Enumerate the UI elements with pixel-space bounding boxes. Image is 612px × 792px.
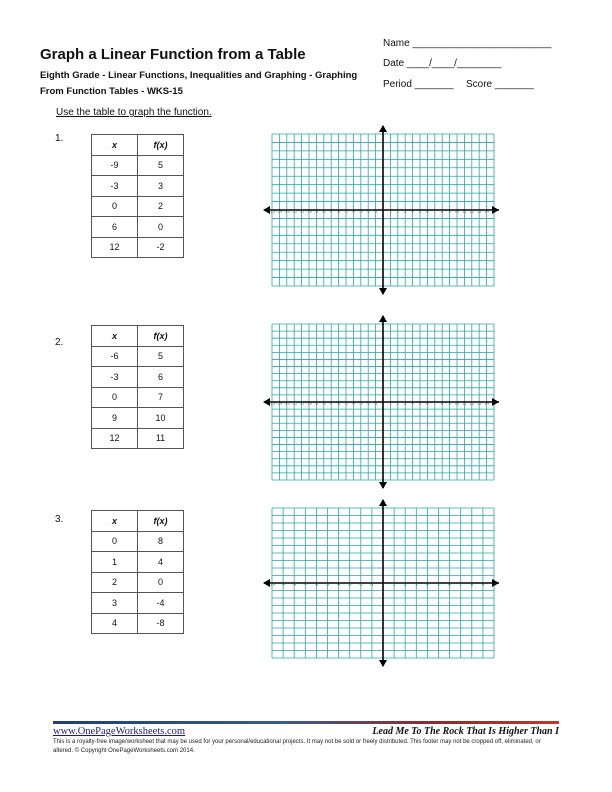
footer-divider: [53, 721, 559, 724]
x-tick-label: 2: [396, 208, 400, 214]
x-tick-label: 13: [476, 208, 482, 214]
x-tick-label: -6: [336, 208, 341, 214]
x-tick-label: 4: [411, 208, 414, 214]
x-tick-label: 15: [491, 208, 497, 214]
x-tick-label: -10: [305, 208, 313, 214]
x-tick-label: -9: [314, 400, 319, 406]
table-row: 1 4: [92, 552, 184, 573]
coordinate-grid[interactable]: [262, 124, 500, 296]
x-tick-label: -10: [268, 581, 276, 587]
x-tick-label: -8: [321, 400, 326, 406]
x-tick-label: -12: [291, 400, 298, 406]
score-field: Score _______: [466, 79, 534, 90]
axis-arrowhead: [379, 660, 387, 667]
table-row: 12 11: [92, 428, 184, 449]
x-tick-label: 8: [440, 208, 444, 214]
x-tick-label: -3: [358, 208, 363, 214]
table-row: 0 8: [92, 531, 184, 552]
x-tick-label: -1: [373, 208, 378, 214]
x-tick-label: 13: [476, 400, 482, 406]
table-row: 2 0: [92, 572, 184, 593]
instruction-text: Use the table to graph the function.: [56, 107, 212, 118]
x-tick-label: -9: [314, 208, 319, 214]
x-tick-label: -3: [358, 400, 363, 406]
x-tick-label: -13: [283, 208, 290, 214]
x-tick-label: -4: [336, 581, 341, 587]
x-tick-label: 9: [448, 400, 451, 406]
x-tick-label: 5: [437, 581, 440, 587]
x-tick-label: 6: [426, 208, 429, 214]
x-tick-label: -9: [281, 581, 285, 587]
x-tick-label: -13: [283, 400, 290, 406]
x-tick-label: 6: [426, 400, 429, 406]
axis-arrowhead: [379, 315, 387, 322]
x-tick-label: -2: [366, 400, 371, 406]
x-tick-label: 7: [433, 400, 437, 406]
table-row: 6 0: [92, 217, 184, 238]
footer-motto: Lead Me To The Rock That Is Higher Than I: [372, 726, 559, 737]
table-header-fx: f(x): [138, 135, 184, 156]
table-row: -6 5: [92, 346, 184, 367]
table-row: 12 -2: [92, 237, 184, 258]
table-row: 9 10: [92, 408, 184, 429]
x-tick-label: 8: [440, 400, 444, 406]
x-tick-label: -6: [336, 400, 341, 406]
x-tick-label: 9: [448, 208, 451, 214]
x-tick-label: 10: [454, 208, 460, 214]
table-row: 0 2: [92, 196, 184, 217]
x-tick-label: 10: [491, 581, 497, 587]
table-header-x: x: [92, 511, 138, 532]
axis-arrowhead: [379, 288, 387, 295]
x-tick-label: 15: [491, 400, 497, 406]
table-row: 4 -8: [92, 613, 184, 634]
problem-number: 3.: [55, 514, 64, 525]
x-tick-label: -5: [344, 400, 348, 406]
x-tick-label: 11: [461, 400, 467, 406]
table-header-fx: f(x): [138, 511, 184, 532]
x-tick-label: 3: [403, 208, 407, 214]
x-tick-label: 12: [469, 208, 475, 214]
x-tick-label: -4: [351, 400, 356, 406]
worksheet-title: Graph a Linear Function from a Table: [40, 46, 306, 63]
x-tick-label: -15: [268, 208, 276, 214]
table-row: 0 7: [92, 387, 184, 408]
axis-arrowhead: [379, 499, 387, 506]
x-tick-label: -3: [347, 581, 352, 587]
x-tick-label: -14: [276, 208, 283, 214]
x-tick-label: 7: [459, 581, 462, 587]
function-table: [91, 134, 184, 258]
table-header-x: x: [92, 326, 138, 347]
x-tick-label: -8: [321, 208, 326, 214]
table-header-fx: f(x): [138, 326, 184, 347]
name-field[interactable]: Name _________________________: [383, 38, 552, 49]
x-tick-label: -12: [291, 208, 298, 214]
function-table: [91, 510, 184, 634]
x-tick-label: -10: [305, 400, 313, 406]
x-tick-label: 1: [392, 581, 396, 587]
coordinate-grid[interactable]: [262, 314, 500, 490]
x-tick-label: 1: [389, 208, 392, 214]
table-row: -3 3: [92, 176, 184, 197]
x-tick-label: -7: [303, 581, 308, 587]
x-tick-label: 14: [484, 208, 490, 214]
table-row: -3 6: [92, 367, 184, 388]
worksheet-subtitle: Eighth Grade - Linear Functions, Inequalities and Graphing - Graphing From Function Tables - WKS-15: [40, 70, 358, 97]
table-header-x: x: [92, 135, 138, 156]
footer-site-link[interactable]: www.OnePageWorksheets.com: [53, 726, 186, 737]
x-tick-label: 9: [481, 581, 485, 587]
x-tick-label: -2: [366, 208, 371, 214]
x-tick-label: 5: [418, 400, 422, 406]
x-tick-label: -2: [358, 581, 363, 587]
x-tick-label: 12: [469, 400, 475, 406]
footer-copyright: This is a royalty-free image/worksheet that may be used for your personal/educational projects. It may not be sold or freely distributed. This footer may not be cropped off, eliminated, or altered. © Copyright OnePageWorksheets.com 2014.: [53, 739, 541, 754]
x-tick-label: -7: [329, 208, 334, 214]
coordinate-grid[interactable]: [262, 498, 500, 668]
date-field[interactable]: Date ____/____/________: [383, 58, 502, 69]
x-tick-label: -4: [351, 208, 356, 214]
function-table: [91, 325, 184, 449]
axis-arrowhead: [379, 482, 387, 489]
problem-number: 2.: [55, 337, 64, 348]
x-tick-label: -1: [373, 400, 378, 406]
x-tick-label: 2: [403, 581, 407, 587]
x-tick-label: -8: [292, 581, 297, 587]
x-tick-label: -5: [344, 208, 348, 214]
problem-number: 1.: [55, 133, 64, 144]
axis-arrowhead: [379, 125, 387, 132]
x-tick-label: 6: [448, 581, 451, 587]
x-tick-label: 7: [433, 208, 437, 214]
x-tick-label: 1: [389, 400, 392, 406]
table-row: 3 -4: [92, 593, 184, 614]
period-field[interactable]: Period _______: [383, 79, 454, 90]
x-tick-label: 11: [461, 208, 467, 214]
x-tick-label: -15: [268, 400, 276, 406]
x-tick-label: 3: [403, 400, 407, 406]
x-tick-label: 2: [396, 400, 400, 406]
x-tick-label: 10: [454, 400, 460, 406]
x-tick-label: 5: [418, 208, 422, 214]
x-tick-label: -5: [325, 581, 330, 587]
x-tick-label: -1: [370, 581, 374, 587]
x-tick-label: -6: [314, 581, 319, 587]
x-tick-label: 14: [484, 400, 490, 406]
x-tick-label: -14: [276, 400, 283, 406]
table-row: -9 5: [92, 155, 184, 176]
x-tick-label: -7: [329, 400, 334, 406]
x-tick-label: -11: [298, 208, 305, 214]
x-tick-label: 8: [470, 581, 474, 587]
x-tick-label: 4: [426, 581, 429, 587]
x-tick-label: -11: [298, 400, 305, 406]
x-tick-label: 3: [415, 581, 418, 587]
x-tick-label: 4: [411, 400, 414, 406]
